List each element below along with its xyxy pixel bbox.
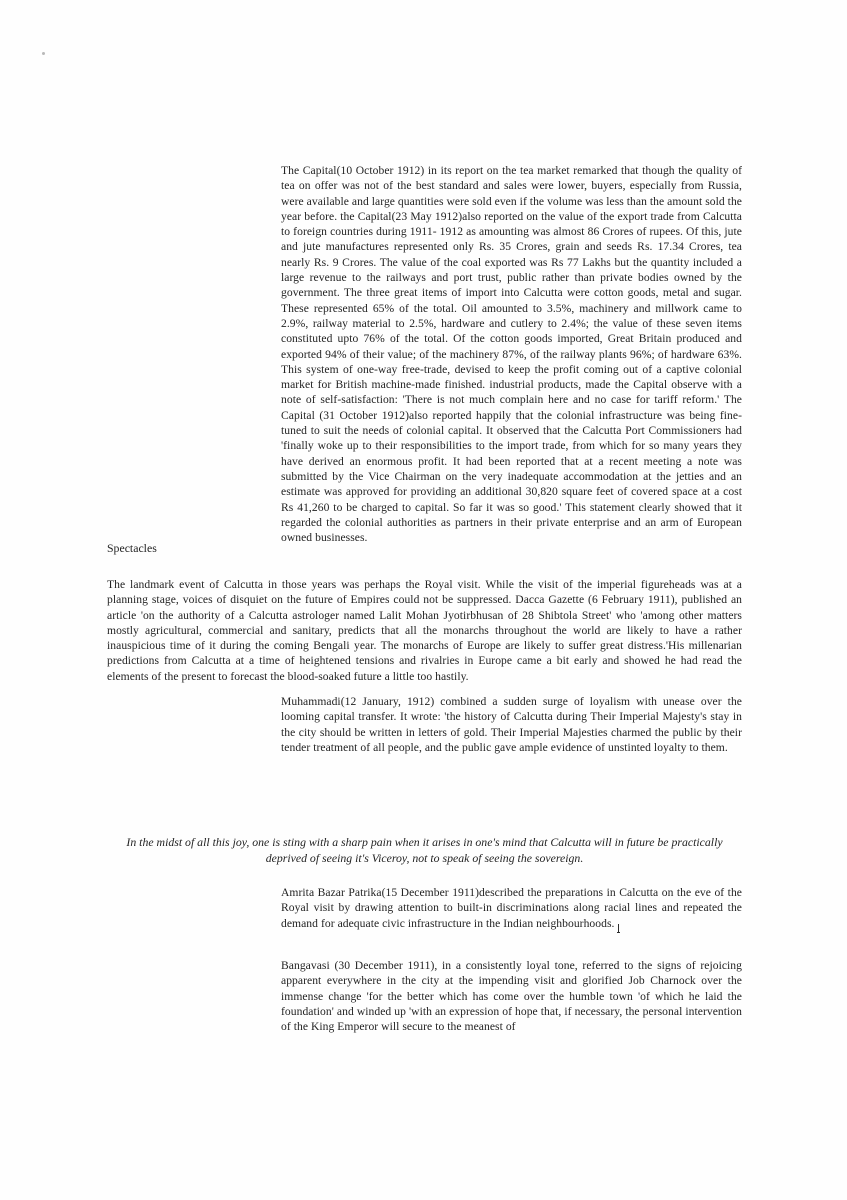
section-heading-spectacles: Spectacles — [107, 541, 157, 555]
stray-ink-mark — [618, 924, 619, 932]
paragraph-amrita-bazar: Amrita Bazar Patrika(15 December 1911)described the preparations in Calcutta on the eve of the Royal visit by drawing attention to built-in discriminations along racial lines and repeated the demand for adequate civic infrastructure in the Indian neighbourhoods. — [281, 886, 742, 930]
pull-quote: In the midst of all this joy, one is sting with a sharp pain when it arises in one's mind that Calcutta will in future be practically deprived of seeing it's Viceroy, not to speak of seeing the sovereign. — [126, 835, 723, 865]
scan-speck — [42, 52, 45, 55]
paragraph-capital-tea-market: The Capital(10 October 1912) in its report on the tea market remarked that though the quality of tea on offer was not of the best standard and sales were lower, buyers, especially from Russia, were available and large quantities were sold even if the volume was less than the amount sold the year before. the Capital(23 May 1912)also reported on the value of the export trade from Calcutta to foreign countries during 1911- 1912 as amounting was almost 86 Crores of rupees. Of this, jute and jute manufactures represented only Rs. 35 Crores, grain and seeds Rs. 17.34 Crores, tea nearly Rs. 9 Crores. The value of the coal exported was Rs 77 Lakhs but the quantity included a large revenue to the railways and port trust, public rather than private bodies owned by the government. The three great items of import into Calcutta were cotton goods, metal and sugar. These represented 65% of the total. Oil amounted to 3.5%, machinery and millwork came to 2.9%, railway material to 2.5%, hardware and cutlery to 2.4%; the value of these seven items constituted upto 76% of the total. Of the cotton goods imported, Great Britain produced and exported 94% of their value; of the machinery 87%, of the railway plants 96%; of hardware 63%. This system of one-way free-trade, devised to keep the profit coming out of a captive colonial market for British machine-made finished. industrial products, made the Capital observe with a note of self-satisfaction: 'There is not much complain here and no case for tariff reform.' The Capital (31 October 1912)also reported happily that the colonial infrastructure was being fine-tuned to suit the needs of colonial capital. It observed that the Calcutta Port Commissioners had 'finally woke up to their responsibilities to the import trade, from which for so many years they have derived an enormous profit. It had been reported that at a recent meeting a note was submitted by the Vice Chairman on the very inadequate accommodation at the jetties and an estimate was approved for providing an additional 30,820 square feet of covered space at a cost Rs 41,260 to be charged to capital. So far it was so good.' This statement clearly showed that it regarded the colonial authorities as partners in their private enterprise and an arm of European owned businesses. — [281, 164, 742, 545]
paragraph-bangavasi: Bangavasi (30 December 1911), in a consistently loyal tone, referred to the signs of rejoicing apparent everywhere in the city at the impending visit and glorified Job Charnock over the immense change 'for the better which has come over the humble town 'of which he laid the foundation' and winded up 'with an expression of hope that, if necessary, the personal intervention of the King Emperor will secure to the meanest of — [281, 959, 742, 1034]
paragraph-royal-visit: The landmark event of Calcutta in those years was perhaps the Royal visit. While the visit of the imperial figureheads was at a planning stage, voices of disquiet on the future of Empires could not be suppressed. Dacca Gazette (6 February 1911), published an article 'on the authority of a Calcutta astrologer named Lalit Mohan Jyotirbhusan of 28 Shibtola Street' who 'among other matters mostly agricultural, commercial and sanitary, predicts that all the monarchs throughout the world are likely to have a rather inauspicious time of it during the coming Bengali year. The monarchs of Europe are likely to suffer great distress.'His millenarian predictions from Calcutta at a time of heightened tensions and rivalries in Europe came a bit early and showed he had read the elements of the present to forecast the blood-soaked future a little too hastily. — [107, 578, 742, 683]
paragraph-muhammadi: Muhammadi(12 January, 1912) combined a sudden surge of loyalism with unease over the looming capital transfer. It wrote: 'the history of Calcutta during Their Imperial Majesty's stay in the city should be written in letters of gold. Their Imperial Majesties charmed the public by their tender treatment of all people, and the public gave ample evidence of unstinted loyalty to them. — [281, 695, 742, 754]
